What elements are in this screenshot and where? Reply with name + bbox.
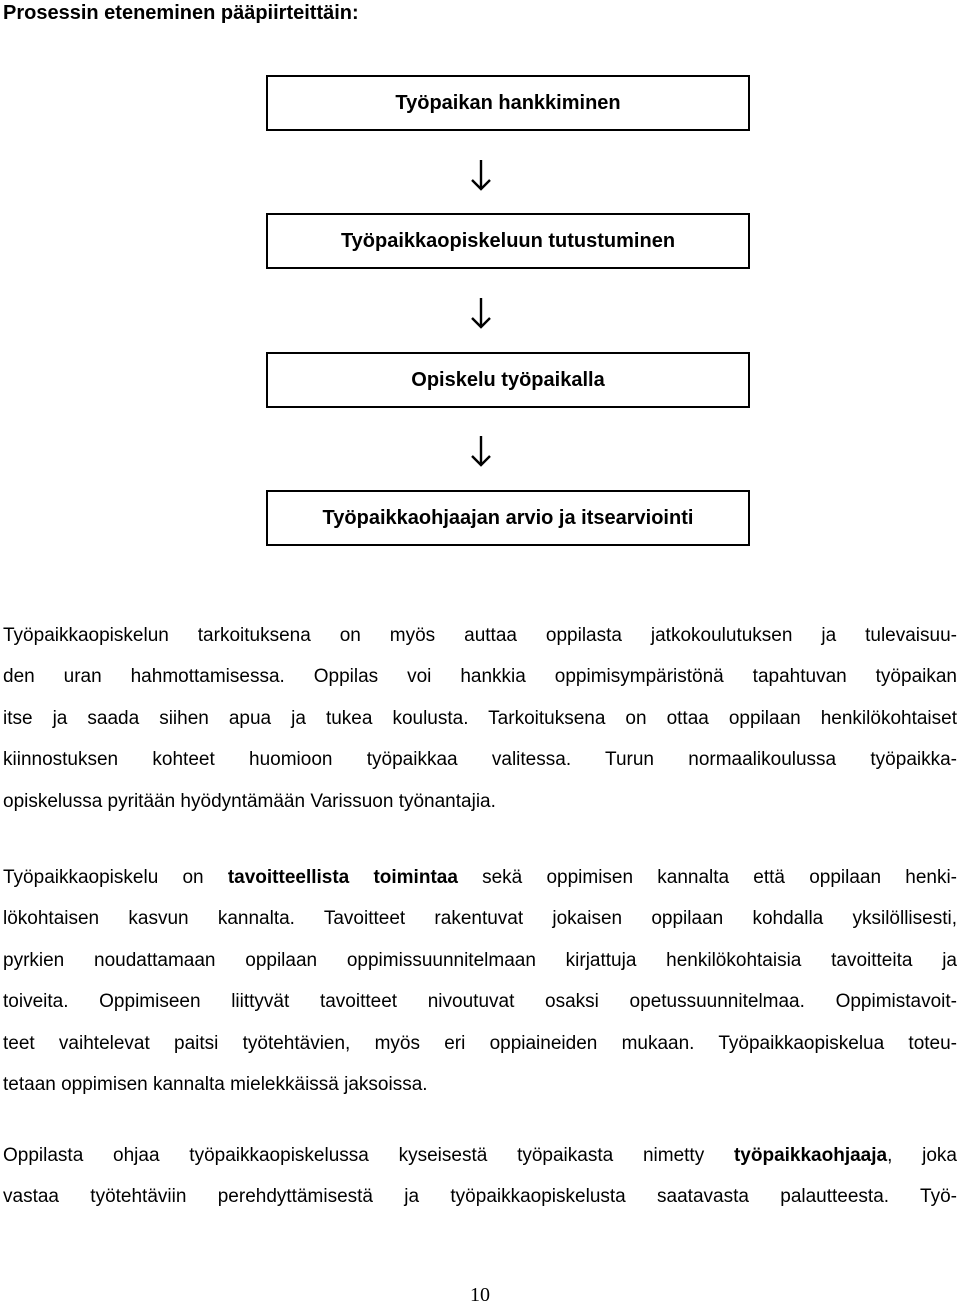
paragraph-2 — [3, 857, 957, 1105]
bold-term: tavoitteellista toimintaa — [227, 867, 458, 888]
paragraph-line: pyrkien noudattamaan oppilaan oppimissuunnitelmaan kirjattuja henkilökohtaisia tavoitteita ja — [3, 949, 957, 971]
text-run: Työpaikkaopiskelu on — [3, 867, 228, 888]
flow-step-2: Työpaikkaopiskeluun tutustuminen — [266, 213, 750, 269]
paragraph-line: kiinnostuksen kohteet huomioon työpaikkaa valitessa. Turun normaalikoulussa työpaikka- — [3, 749, 957, 771]
paragraph-1 — [3, 615, 957, 822]
flow-step-1: Työpaikan hankkiminen — [266, 75, 750, 131]
paragraph-3 — [3, 1135, 957, 1218]
bold-term: työpaikkaohjaaja — [733, 1145, 888, 1166]
paragraph-line: lökohtaisen kasvun kannalta. Tavoitteet rakentuvat jokaisen oppilaan kohdalla yksilöllisesti, — [3, 908, 957, 930]
paragraph-line — [3, 1135, 957, 1176]
paragraph-line: den uran hahmottamisessa. Oppilas voi hankkia oppimisympäristönä tapahtuvan työpaikan — [3, 666, 957, 688]
paragraph-line: Työpaikkaopiskelun tarkoituksena on myös auttaa oppilasta jatkokoulutuksen ja tulevaisuu- — [3, 625, 957, 646]
down-arrow-icon — [469, 296, 493, 330]
down-arrow-icon — [469, 434, 493, 468]
text-run: , joka — [887, 1145, 957, 1166]
paragraph-line: teet vaihtelevat paitsi työtehtävien, myös eri oppiaineiden mukaan. Työpaikkaopiskelua toteu- — [3, 1032, 957, 1054]
text-run: sekä oppimisen kannalta että oppilaan henki- — [457, 867, 957, 888]
paragraph-line: itse ja saada siihen apua ja tukea koulusta. Tarkoituksena on ottaa oppilaan henkilökohtaiset — [3, 707, 957, 729]
paragraph-line: vastaa työtehtäviin perehdyttämisestä ja työpaikkaopiskelusta saatavasta palautteesta. Työ- — [3, 1186, 957, 1208]
paragraph-line: opiskelussa pyritään hyödyntämään Varissuon työnantajia. — [3, 790, 496, 812]
flow-step-3: Opiskelu työpaikalla — [266, 352, 750, 408]
section-heading: Prosessin eteneminen pääpiirteittäin: — [3, 2, 359, 24]
paragraph-line — [3, 857, 957, 898]
flow-step-4: Työpaikkaohjaajan arvio ja itsearviointi — [266, 490, 750, 546]
page-number: 10 — [470, 1284, 490, 1306]
down-arrow-icon — [469, 158, 493, 192]
paragraph-line: tetaan oppimisen kannalta mielekkäissä jaksoissa. — [3, 1073, 428, 1095]
paragraph-line: toiveita. Oppimiseen liittyvät tavoitteet nivoutuvat osaksi opetussuunnitelmaa. Oppimistavoit- — [3, 991, 957, 1013]
text-run: Oppilasta ohjaa työpaikkaopiskelussa kyseisestä työpaikasta nimetty — [3, 1145, 734, 1166]
